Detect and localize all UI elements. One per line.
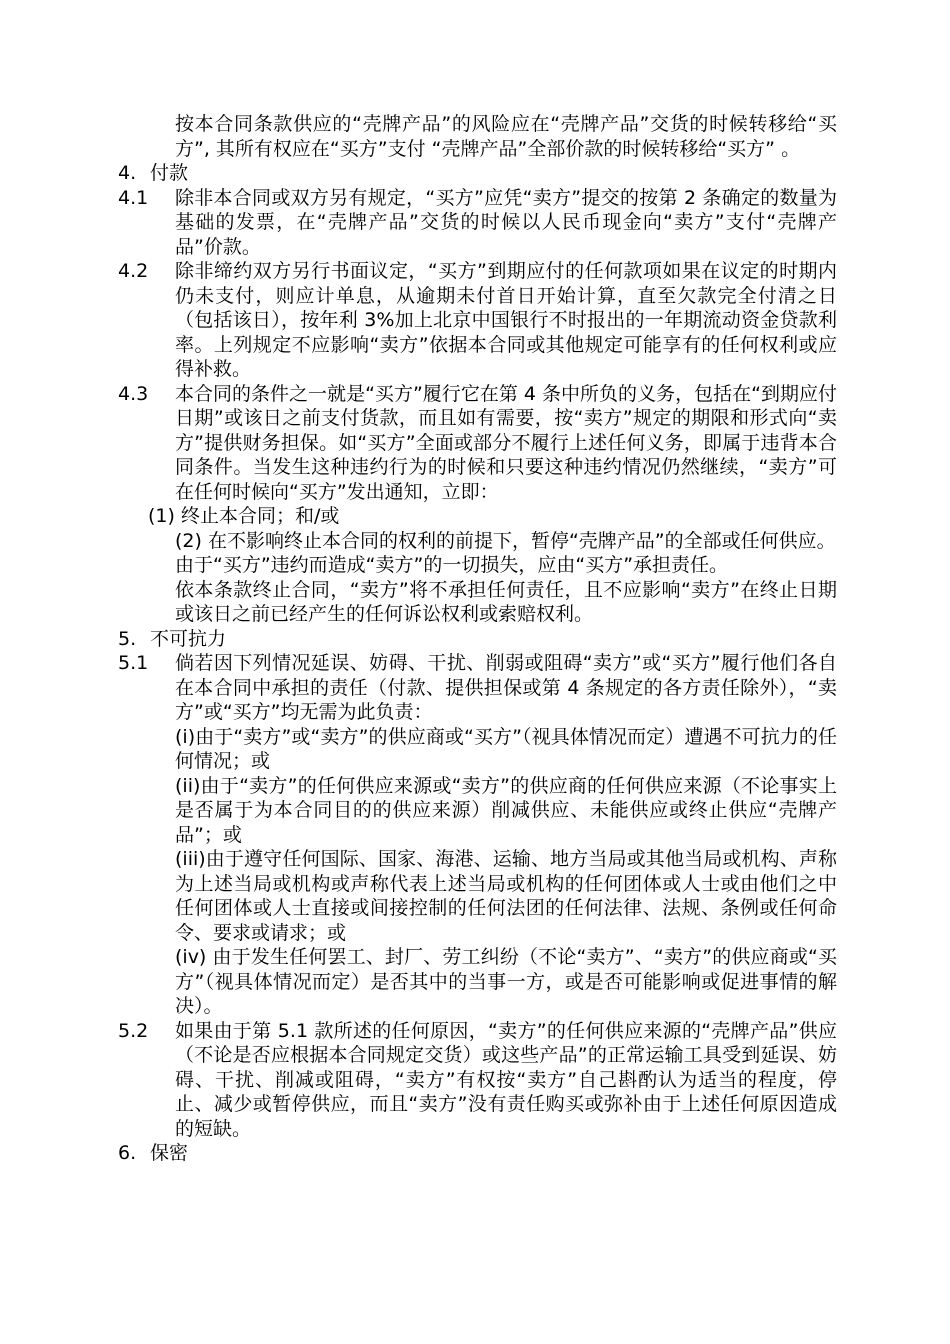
clause-number: 5.2 <box>118 1019 149 1042</box>
section6-title: 保密 <box>150 1142 189 1164</box>
termination-paragraph: 依本条款终止合同，“卖方”将不承担任何责任，且不应影响“卖方”在终止日期或该日之前已经产生的任何诉讼权利或索赔权利。 <box>175 578 837 625</box>
clause-4-2 <box>0 259 950 382</box>
section5-heading <box>118 627 950 652</box>
clause-number: 4.3 <box>118 382 149 405</box>
section4-title: 付款 <box>150 162 189 184</box>
contract-page <box>0 112 950 1166</box>
clause-number: 4.1 <box>118 186 149 209</box>
section5-title: 不可抗力 <box>150 627 227 650</box>
remedy-item-2: (2) 在不影响终止本合同的权利的前提下，暂停“壳牌产品”的全部或任何供应。 <box>175 529 836 552</box>
loss-liability-paragraph: 由于“买方”违约而造成“卖方”的一切损失，应由“买方”承担责任。 <box>175 554 729 576</box>
force-majeure-item-iv: (iv) 由于发生任何罢工、封厂、劳工纠纷（不论“卖方”、“卖方”的供应商或“买方”（视具体情况而定）是否其中的当事一方，或是否可能影响或促进事情的解决）。 <box>175 946 837 1017</box>
clause-5-1 <box>0 651 950 725</box>
clause-4-3 <box>0 382 950 505</box>
force-majeure-item-ii: (ii)由于“卖方”的任何供应来源或“卖方”的供应商的任何供应来源（不论事实上是否属于为本合同目的的供应来源）削减供应、未能供应或终止供应“壳牌产品”；或 <box>175 774 837 846</box>
section6-number: 6. <box>118 1142 137 1164</box>
section6-heading <box>118 1141 950 1166</box>
clause-text: 除非缔约双方另行书面议定，“买方”到期应付的任何款项如果在议定的时期内仍未支付，则应计单息，从逾期未付首日开始计算，直至欠款完全付清之日（包括该日），按年利 3%加上北京中国银行不时报出的一年期流动资金贷款利率。上列规定不应影响“卖方”依据本合同或其他规定可能享有的任何权利或应得补救。 <box>175 260 837 380</box>
force-majeure-item-iii: (iii)由于遵守任何国际、国家、海港、运输、地方当局或其他当局或机构、声称为上述当局或机构或声称代表上述当局或机构的任何团体或人士或由他们之中任何团体或人士直接或间接控制的任何法团的任何法律、法规、条例或任何命令、要求或请求；或 <box>175 848 837 944</box>
force-majeure-item-i: (i)由于“卖方”或“卖方”的供应商或“买方”（视具体情况而定）遭遇不可抗力的任何情况；或 <box>175 725 837 772</box>
section3-tail: 按本合同条款供应的“壳牌产品”的风险应在“壳牌产品”交货的时候转移给“买方”, 其所有权应在“买方”支付 “壳牌产品”全部价款的时候转移给“买方” 。 <box>175 113 837 160</box>
clause-text: 除非本合同或双方另有规定，“买方”应凭“卖方”提交的按第 2 条确定的数量为基础的发票，在“壳牌产品”交货的时候以人民币现金向“卖方”支付“壳牌产品”价款。 <box>175 186 837 258</box>
section5-number: 5. <box>118 627 137 650</box>
clause-5-2 <box>0 1019 950 1142</box>
remedy-item-1: (1) 终止本合同；和/或 <box>148 505 340 527</box>
clause-text: 倘若因下列情况延误、妨碍、干扰、削弱或阻碍“卖方”或“买方”履行他们各自在本合同中承担的责任（付款、提供担保或第 4 条规定的各方责任除外），“卖方”或“买方”均无需为此负责： <box>175 652 837 723</box>
clause-number: 4.2 <box>118 260 149 282</box>
clause-4-1 <box>0 186 950 260</box>
clause-number: 5.1 <box>118 652 149 674</box>
clause-text: 本合同的条件之一就是“买方”履行它在第 4 条中所负的义务，包括在“到期应付日期”或该日之前支付货款，而且如有需要，按“卖方”规定的期限和形式向“卖方”提供财务担保。如“买方”全面或部分不履行上述任何义务，即属于违背本合同条件。当发生这种违约行为的时候和只要这种违约情况仍然继续，“卖方”可在任何时候向“买方”发出通知，立即： <box>175 382 837 503</box>
section4-heading <box>118 161 950 186</box>
section4-number: 4. <box>118 162 137 184</box>
clause-text: 如果由于第 5.1 款所述的任何原因，“卖方”的任何供应来源的“壳牌产品”供应（不论是否应根据本合同规定交货）或这些产品”的正常运输工具受到延误、妨碍、干扰、削减或阻碍，“卖方”有权按“卖方”自己斟酌认为适当的程度，停止、减少或暂停供应，而且“卖方”没有责任购买或弥补由于上述任何原因造成的短缺。 <box>175 1019 837 1140</box>
